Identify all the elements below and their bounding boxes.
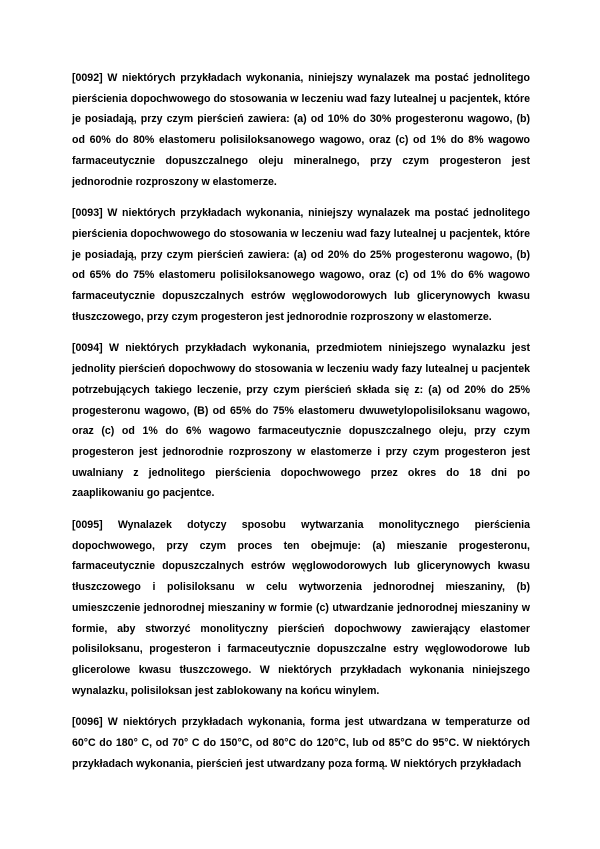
- paragraph-0093: [0093] W niektórych przykładach wykonania, niniejszy wynalazek ma postać jednolitego pierścienia dopochwowego do stosowania w leczeniu wad fazy lutealnej u pacjentek, które je posiadają, przy czym pierścień zawiera: (a) od 20% do 25% progesteronu wagowo, (b) od 65% do 75% elastomeru polisiloksanowego wagowo, oraz (c) od 1% do 6% wagowo farmaceutycznie dopuszczalnych estrów węglowodorowych lub glicerynowych kwasu tłuszczowego, przy czym progesteron jest jednorodnie rozproszony w elastomerze.: [72, 207, 530, 323]
- paragraph-0096: [0096] W niektórych przykładach wykonania, forma jest utwardzana w temperaturze od 60°C do 180° C, od 70° C do 150°C, od 80°C do 120°C, lub od 85°C do 95°C. W niektórych przykładach wykonania, pierścień jest utwardzany poza formą. W niektórych przykładach: [72, 716, 530, 770]
- document-page: [72, 68, 530, 775]
- paragraph-0095: [0095] Wynalazek dotyczy sposobu wytwarzania monolitycznego pierścienia dopochwowego, przy czym proces ten obejmuje: (a) mieszanie progesteronu, farmaceutycznie dopuszczalnych estrów węglowodorowych lub glicerynowych kwasu tłuszczowego i polisiloksanu w celu wytworzenia jednorodnej mieszaniny, (b) umieszczenie jednorodnej mieszaniny w formie (c) utwardzanie jednorodnej mieszaniny w formie, aby stworzyć monolityczny pierścień dopochwowy zawierający elastomer polisiloksanu, progesteron i farmaceutycznie dopuszczalne estry węglowodorowe lub glicerolowe kwasu tłuszczowego. W niektórych przykładach wykonania niniejszego wynalazku, polisiloksan jest zablokowany na końcu winylem.: [72, 519, 530, 697]
- paragraph-0092: [0092] W niektórych przykładach wykonania, niniejszy wynalazek ma postać jednolitego pierścienia dopochwowego do stosowania w leczeniu wad fazy lutealnej u pacjentek, które je posiadają, przy czym pierścień zawiera: (a) od 10% do 30% progesteronu wagowo, (b) od 60% do 80% elastomeru polisiloksanowego wagowo, oraz (c) od 1% do 8% wagowo farmaceutycznie dopuszczalnego oleju mineralnego, przy czym progesteron jest jednorodnie rozproszony w elastomerze.: [72, 72, 530, 188]
- paragraph-0094: [0094] W niektórych przykładach wykonania, przedmiotem niniejszego wynalazku jest jednolity pierścień dopochwowy do stosowania w leczeniu wady fazy lutealnej u pacjentek potrzebujących takiego leczenie, przy czym pierścień składa się z: (a) od 20% do 25% progesteronu wagowo, (B) od 65% do 75% elastomeru dwuwetylopolisiloksanu wagowo, oraz (c) od 1% do 6% wagowo farmaceutycznie dopuszczalnego oleju, przy czym progesteron jest jednorodnie rozproszony w elastomerze i przy czym progesteron jest uwalniany z jednolitego pierścienia dopochwowego przez okres do 18 dni po zaaplikowaniu go pacjentce.: [72, 342, 530, 500]
